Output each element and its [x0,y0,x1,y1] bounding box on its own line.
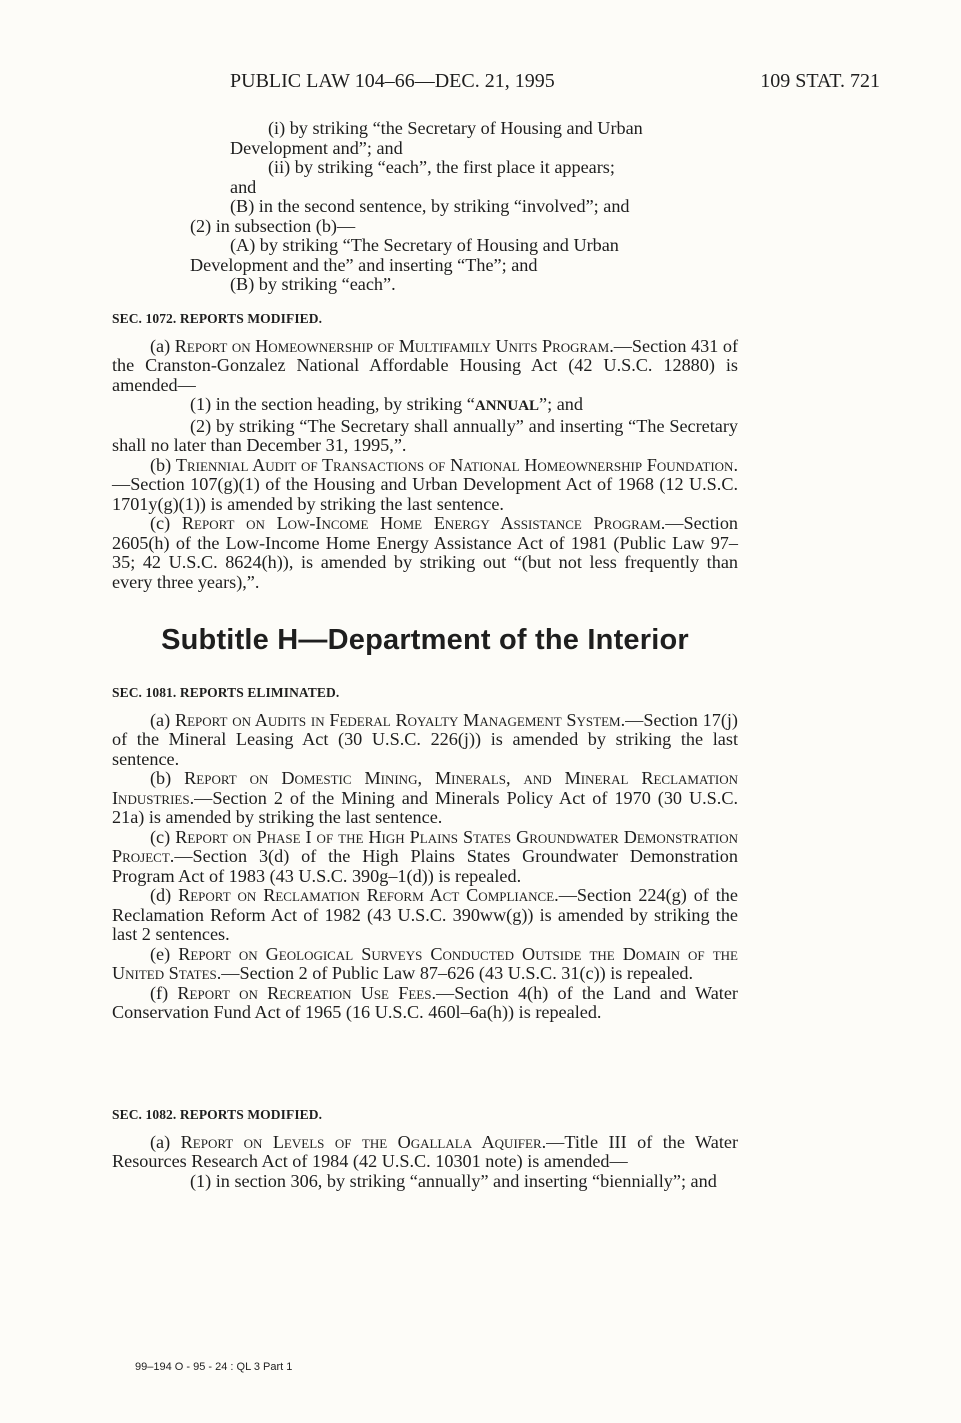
paragraph-1072-a-1: (1) in the section heading, by striking “ANNUAL”; and [190,394,583,414]
clause-B-second-sentence: (B) in the second sentence, by striking “involved”; and [230,196,630,216]
continuation-block [112,119,738,295]
clause-i: (i) by striking “the Secretary of Housing and Urban Development and”; and [230,118,643,158]
section-1081-heading: SEC. 1081. REPORTS ELIMINATED. [112,685,340,700]
print-footer-code: 99–194 O - 95 - 24 : QL 3 Part 1 [135,1361,293,1373]
section-1082-heading: SEC. 1082. REPORTS MODIFIED. [112,1107,323,1122]
clause-ii: (ii) by striking “each”, the first place it appears; and [230,157,615,197]
subsection-1081-f: (f) Report on Recreation Use Fees.—Section 4(h) of the Land and Water Conservation Fund Act of 1965 (16 U.S.C. 460l–6a(h)) is repealed. [112,982,738,1022]
subsection-1082-a: (a) Report on Levels of the Ogallala Aquifer.—Title III of the Water Resources Research Act of 1984 (42 U.S.C. 10301 note) is amended— [112,1131,739,1171]
section-1082 [112,1105,738,1191]
section-1072 [112,309,738,592]
section-1072-heading: SEC. 1072. REPORTS MODIFIED. [112,311,323,326]
clause-B-each: (B) by striking “each”. [230,274,396,294]
subtitle-heading: Subtitle H—Department of the Interior [161,624,689,656]
running-header [230,70,880,96]
paragraph-1072-a-2: (2) by striking “The Secretary shall annually” and inserting “The Secretary shall no later than December 31, 1995,”. [112,415,738,455]
section-1081 [112,683,738,1023]
subsection-1072-a: (a) Report on Homeownership of Multifamily Units Program.—Section 431 of the Cranston-Gonzalez National Affordable Housing Act (42 U.S.C. 12880) is amended— [112,335,739,395]
subsection-1081-d: (d) Report on Reclamation Reform Act Compliance.—Section 224(g) of the Reclamation Reform Act of 1982 (43 U.S.C. 390ww(g)) is amended by striking the last 2 sentences. [112,885,738,944]
subsection-1081-e: (e) Report on Geological Surveys Conducted Outside the Domain of the United States.—Section 2 of Public Law 87–626 (43 U.S.C. 31(c)) is repealed. [112,943,738,983]
header-law-citation: PUBLIC LAW 104–66—DEC. 21, 1995 [230,70,555,92]
subsection-1081-c: (c) Report on Phase I of the High Plains States Groundwater Demonstration Project.—Section 3(d) of the High Plains States Groundwater Demonstration Program Act of 1983 (43 U.S.C. 390g–1(d)) is repealed. [112,826,739,886]
subsection-1072-b: (b) Triennial Audit of Transactions of National Homeownership Foundation.—Section 107(g)(1) of the Housing and Urban Development Act of 1968 (12 U.S.C. 1701y(g)(1)) is amended by striking the last sentence. [112,454,738,514]
paragraph-2-subsection-b: (2) in subsection (b)— [190,215,356,236]
subsection-1072-c: (c) Report on Low-Income Home Energy Assistance Program.—Section 2605(h) of the Low-Income Home Energy Assistance Act of 1981 (Public Law 97–35; 42 U.S.C. 8624(h)), is amended by striking out “(but not less frequently than every three years),”. [112,513,739,592]
subsection-1081-b: (b) Report on Domestic Mining, Minerals, and Mineral Reclamation Industries.—Section 2 of the Mining and Minerals Policy Act of 1970 (30 U.S.C. 21a) is amended by striking the last sentence. [112,768,738,827]
clause-A-striking: (A) by striking “The Secretary of Housing and Urban Development and the” and inserting “The”; and [190,235,619,275]
subsection-1081-a: (a) Report on Audits in Federal Royalty Management System.—Section 17(j) of the Mineral Leasing Act (30 U.S.C. 226(j)) is amended by striking the last sentence. [112,709,738,769]
paragraph-1082-a-1: (1) in section 306, by striking “annually” and inserting “biennially”; and [190,1170,717,1191]
header-page-number: 109 STAT. 721 [760,70,880,92]
